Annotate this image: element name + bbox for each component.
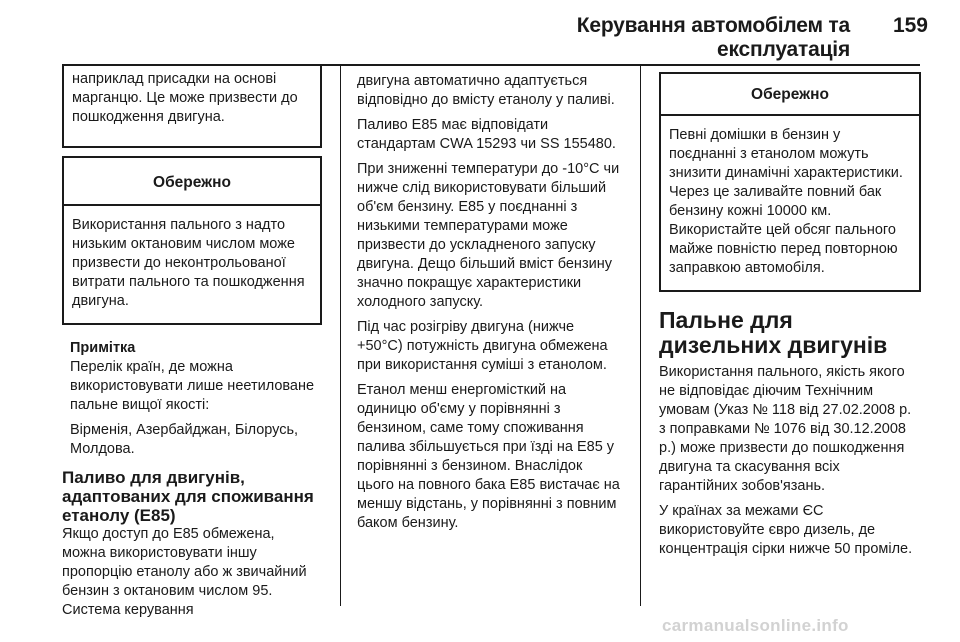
paragraph: У країнах за межами ЄС використовуйте євро дизель, де концентрація сірки нижче 50 проміле. <box>659 503 913 557</box>
column-divider-right <box>640 66 641 606</box>
page-header-title: Керування автомобілем та експлуатація <box>576 14 850 61</box>
note-title: Примітка <box>70 340 136 356</box>
caution-box-1-title: Обережно <box>64 158 320 206</box>
paragraph: Використання пального, якість якого не відповідає діючим Технічним умовам (Указ № 118 від 27.02.2008 р. з поправками № 1076 від 30.12.2008 р.) може призвести до пошкодження двигуна та скасування всіх гарантійних зобов'язань. <box>659 364 912 494</box>
column-3 <box>659 72 921 559</box>
paragraph: Паливо E85 має відповідати стандартам CWA 15293 чи SS 155480. <box>357 117 616 152</box>
paragraph: Етанол менш енергомісткий на одиницю об'єму у порівнянні з бензином, саме тому споживання палива збільшується при їзді на E85 у порівнянні з бензином. Внаслідок цього на повного бака E85 вистачає на меншу відстань, у порівнянні з повним баком бензину. <box>357 382 620 531</box>
note-block <box>62 339 322 459</box>
caution-box-2-text: Певні домішки в бензин у поєднанні з етанолом можуть знизити динамічні характеристики. Через це заливайте повний бак бензину кожні 10000 км. Використайте цей обсяг пального майже повністю перед повторною заправкою автомобіля. <box>669 127 903 276</box>
section-heading-ethanol: Паливо для двигунів, адаптованих для споживання етанолу (E85) <box>62 468 314 525</box>
caution-box-1-text: Використання пального з надто низьким октановим числом може призвести до неконтрольованої витрати пального та пошкодження двигуна. <box>72 217 305 309</box>
paragraph: Під час розігріву двигуна (нижче +50°C) потужність двигуна обмежена при використання суміші з етанолом. <box>357 319 608 373</box>
caution-box-1 <box>62 156 322 325</box>
column-divider-left <box>340 66 341 606</box>
section-heading-diesel: Пальне для дизельних двигунів <box>659 307 888 358</box>
note-countries: Вірменія, Азербайджан, Білорусь, Молдова. <box>70 422 299 457</box>
paragraph: При зниженні температури до -10°C чи нижче слід використовувати більший об'єм бензину. E85 у поєднанні з низькими температурами може призвести до ускладненого запуску двигуна. Дещо більший вміст бензину значно покращує характеристики холодного запуску. <box>357 161 620 310</box>
column-1 <box>62 66 322 620</box>
column-2 <box>357 72 622 533</box>
intro-box-text: наприклад присадки на основі марганцю. Це може призвести до пошкодження двигуна. <box>72 71 298 125</box>
watermark: carmanualsonline.info <box>662 616 849 635</box>
paragraph: двигуна автоматично адаптується відповідно до вмісту етанолу у паливі. <box>357 73 615 108</box>
note-text: Перелік країн, де можна використовувати лише неетиловане пальне вищої якості: <box>70 359 315 413</box>
section-text-ethanol: Якщо доступ до E85 обмежена, можна використовувати іншу пропорцію етанолу або ж звичайний бензин з октановим числом 95. Система керування <box>62 526 307 618</box>
caution-box-2-title: Обережно <box>661 74 919 116</box>
page-number: 159 <box>892 14 928 37</box>
intro-box <box>62 66 322 148</box>
caution-box-2 <box>659 72 921 292</box>
